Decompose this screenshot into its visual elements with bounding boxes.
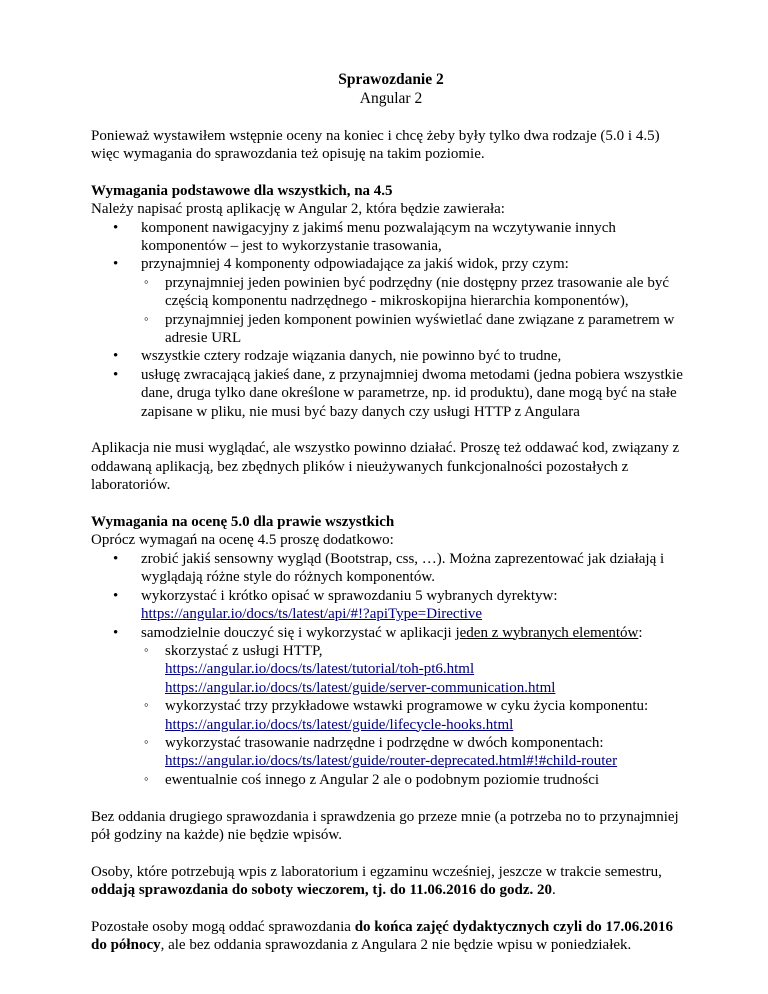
list-item: • przynajmniej 4 komponenty odpowiadające za jakiś widok, przy czym: ◦ przynajmniej jeden powinien być podrzędny (nie dostępny przez trasowanie ale być częścią komponentu nadrzędnego - mikroskopijna hierarchia komponentów), ◦ przynajmniej jeden komponent powinien wyświetlać dane związane z parametrem w adresie URL (91, 255, 691, 347)
list-item: ◦ wykorzystać trzy przykładowe wstawki programowe w cyku życia komponentu: https://angular.io/docs/ts/latest/guide/lifecycle-hooks.html (144, 697, 649, 733)
document-page (91, 71, 691, 955)
document-title: Sprawozdanie 2 (338, 71, 444, 88)
basic-sublist (141, 274, 691, 348)
early-deadline-note: Osoby, które potrzebują wpis z laboratorium i egzaminu wcześniej, jeszcze w trakcie semestru, oddają sprawozdania do soboty wieczorem, tj. do 11.06.2016 do godz. 20. (91, 863, 662, 899)
advanced-heading: Wymagania na ocenę 5.0 dla prawie wszystkich (91, 514, 395, 531)
advanced-list (91, 550, 691, 789)
circle-bullet-icon: ◦ (144, 770, 149, 786)
final-deadline-note: Pozostałe osoby mogą oddać sprawozdania do końca zajęć dydaktycznych czyli do 17.06.2016 do północy, ale bez oddania sprawozdania z Angulara 2 nie będzie wpisu w poniedziałek. (91, 918, 674, 954)
document-subtitle: Angular 2 (359, 89, 423, 107)
list-item: ◦ wykorzystać trasowanie nadrzędne i podrzędne w dwóch komponentach: https://angular.io/docs/ts/latest/guide/router-deprecated.html#!#child-router (144, 733, 618, 770)
child-router-link[interactable]: https://angular.io/docs/ts/latest/guide/router-deprecated.html#!#child-router (165, 753, 618, 770)
list-item: ◦ skorzystać z usługi HTTP, https://angular.io/docs/ts/latest/tutorial/toh-pt6.html https://angular.io/docs/ts/latest/guide/server-communication.html (144, 641, 556, 696)
list-item: • wszystkie cztery rodzaje wiązania danych, nie powinno być to trudne, (113, 348, 562, 365)
advanced-lead: Oprócz wymagań na ocenę 4.5 proszę dodatkowo: (91, 532, 394, 549)
lifecycle-hooks-link[interactable]: https://angular.io/docs/ts/latest/guide/lifecycle-hooks.html (165, 716, 514, 733)
submission-note: Bez oddania drugiego sprawozdania i sprawdzenia go przeze mnie (a potrzeba no to przynajmniej pół godziny na każde) nie będzie wpisów. (91, 808, 679, 843)
circle-bullet-icon: ◦ (144, 273, 149, 289)
bullet-icon: • (113, 348, 119, 365)
bullet-icon: • (113, 256, 119, 273)
bullet-icon: • (113, 624, 119, 641)
basic-lead: Należy napisać prostą aplikację w Angular 2, która będzie zawierała: (91, 201, 505, 218)
list-item: • komponent nawigacyjny z jakimś menu pozwalającym na wczytywanie innych komponentów – jest to wykorzystanie trasowania, (113, 219, 616, 254)
bullet-icon: • (113, 587, 119, 604)
server-communication-link[interactable]: https://angular.io/docs/ts/latest/guide/server-communication.html (165, 679, 556, 696)
basic-heading: Wymagania podstawowe dla wszystkich, na 4.5 (91, 182, 393, 199)
circle-bullet-icon: ◦ (144, 733, 149, 749)
intro-paragraph: Ponieważ wystawiłem wstępnie oceny na koniec i chcę żeby były tylko dwa rodzaje (5.0 i 4.5) więc wymagania do sprawozdania też opisuję na takim poziomie. (91, 127, 660, 162)
list-item: • usługę zwracającą jakieś dane, z przynajmniej dwoma metodami (jedna pobiera wszystkie dane, druga tylko dane określone w parametrze, np. id produktu), dane mogą być na stałe zapisane w pliku, nie musi być bazy danych czy usługi HTTP z Angulara (113, 366, 683, 420)
circle-bullet-icon: ◦ (144, 697, 149, 713)
bullet-icon: • (113, 219, 119, 236)
appearance-note: Aplikacja nie musi wyglądać, ale wszystko powinno działać. Proszę też oddawać kod, związany z oddawaną aplikacją, bez zbędnych plików i nieużywanych funkcjonalności pozostałych z laboratoriów. (91, 440, 680, 494)
advanced-sublist (141, 642, 691, 789)
bullet-icon: • (113, 366, 119, 383)
circle-bullet-icon: ◦ (144, 641, 149, 657)
list-item: ◦ ewentualnie coś innego z Angular 2 ale o podobnym poziomie trudności (144, 770, 600, 788)
list-item: • zrobić jakiś sensowny wygląd (Bootstrap, css, …). Można zaprezentować jak działają i wyglądają różne style do różnych komponentów. (113, 550, 665, 586)
list-item: ◦ przynajmniej jeden komponent powinien wyświetlać dane związane z parametrem w adresie URL (144, 310, 675, 347)
http-tutorial-link[interactable]: https://angular.io/docs/ts/latest/tutorial/toh-pt6.html (165, 661, 475, 678)
document-title-block (91, 71, 691, 108)
bullet-icon: • (113, 550, 119, 567)
final-deadline: do końca zajęć dydaktycznych czyli do 17.06.2016 do północy (91, 918, 674, 954)
list-item: • wykorzystać i krótko opisać w sprawozdaniu 5 wybranych dyrektyw: https://angular.io/docs/ts/latest/api/#!?apiType=Directive (113, 587, 558, 623)
underlined-phrase: jeden z wybranych elementów (455, 624, 639, 641)
basic-list (91, 219, 691, 421)
list-item: • samodzielnie douczyć się i wykorzystać w aplikacji jeden z wybranych elementów: ◦ skorzystać z usługi HTTP, https://angular.io/docs/ts/latest/tutorial/toh-pt6.html https://angular.io/docs/ts/latest/guide/server-communication.html ◦ wykorzystać trzy przykładowe wstawki programowe w cyku życia komponentu: https://angular.io/docs/ts/latest/guide/lifecycle-hooks.html ◦ wykorzystać trasowanie nadrzędne i podrzędne w dwóch komponentach: https://angular.io/docs/ts/latest/guide/router-deprecated.html#!#child-router ◦ ewentualnie coś innego z Angular 2 ale o podobnym poziomie trudności (91, 624, 691, 790)
list-item: ◦ przynajmniej jeden powinien być podrzędny (nie dostępny przez trasowanie ale być częścią komponentu nadrzędnego - mikroskopijna hierarchia komponentów), (144, 273, 669, 310)
early-deadline: oddają sprawozdania do soboty wieczorem, tj. do 11.06.2016 do godz. 20 (91, 882, 552, 899)
circle-bullet-icon: ◦ (144, 310, 149, 326)
directive-docs-link[interactable]: https://angular.io/docs/ts/latest/api/#!?apiType=Directive (141, 606, 483, 623)
